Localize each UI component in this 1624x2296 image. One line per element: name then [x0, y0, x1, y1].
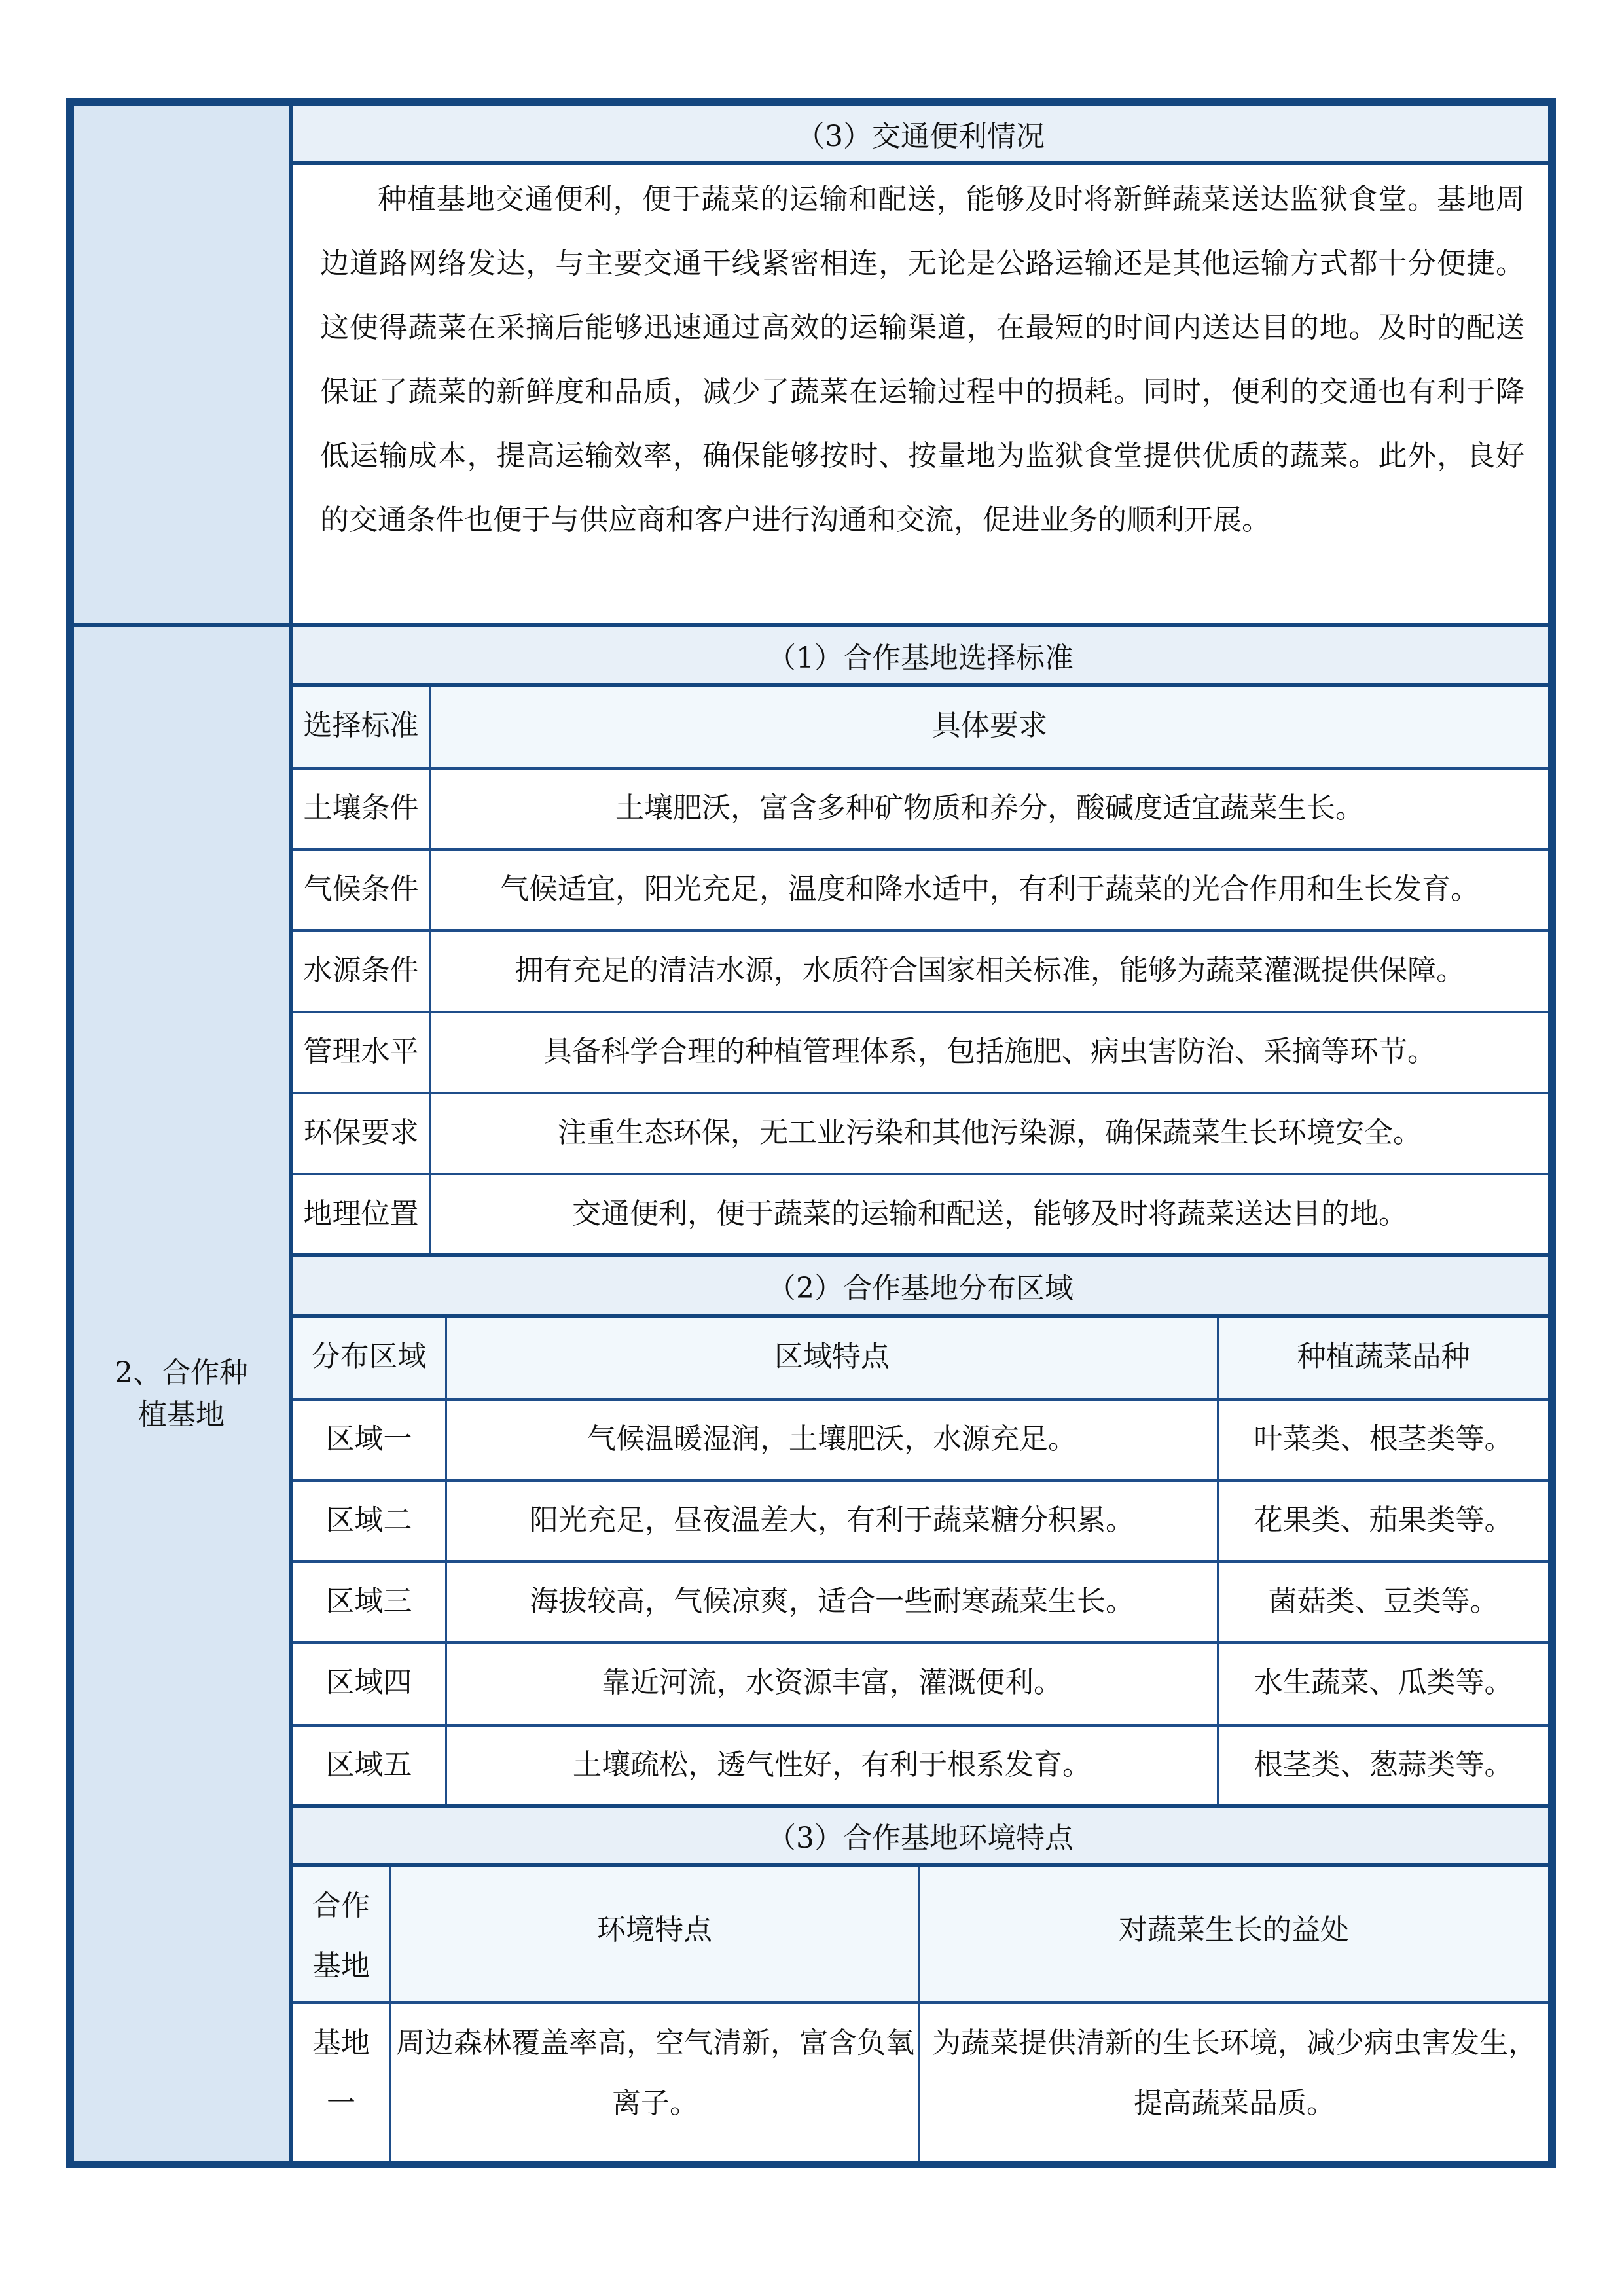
regions-title-text: （2）合作基地分布区域 — [767, 1272, 1074, 1305]
criterion-cell: 管理水平 — [293, 1013, 429, 1092]
standards-table — [293, 687, 1548, 1253]
column-divider — [445, 1727, 447, 1804]
table-row — [293, 1482, 1548, 1560]
partner-base-section — [293, 627, 1548, 2161]
region-crop-cell: 根茎类、葱蒜类等。 — [1219, 1727, 1548, 1804]
partner-base-label: 2、合作种植基地 — [115, 1355, 248, 1431]
requirement-cell: 交通便利，便于蔬菜的运输和配送，能够及时将蔬菜送达目的地。 — [431, 1175, 1548, 1253]
environment-table — [293, 1867, 1548, 2161]
header-cell: 环境特点 — [391, 1867, 918, 2001]
requirement-cell: 具备科学合理的种植管理体系，包括施肥、病虫害防治、采摘等环节。 — [431, 1013, 1548, 1092]
transport-paragraph: 种植基地交通便利，便于蔬菜的运输和配送，能够及时将新鲜蔬菜送达监狱食堂。基地周边道路网络发达，与主要交通干线紧密相连，无论是公路运输还是其他运输方式都十分便捷。这使得蔬菜在采摘后能够迅速通过高效的运输渠道，在最短的时间内送达目的地。及时的配送保证了蔬菜的新鲜度和品质，减少了蔬菜在运输过程中的损耗。同时，便利的交通也有利于降低运输成本，提高运输效率，确保能够按时、按量地为监狱食堂提供优质的蔬菜。此外，良好的交通条件也便于与供应商和客户进行沟通和交流，促进业务的顺利开展。 — [320, 183, 1525, 537]
environment-title — [293, 1808, 1548, 1863]
column-divider — [429, 687, 431, 1253]
table-row — [293, 1013, 1548, 1092]
regions-table-last — [293, 1727, 1548, 1804]
growth-benefit-cell: 为蔬菜提供清新的生长环境，减少病虫害发生，提高蔬菜品质。 — [920, 2004, 1548, 2161]
region-name-cell: 区域一 — [293, 1401, 445, 1479]
header-cell: 种植蔬菜品种 — [1219, 1318, 1548, 1398]
column-divider — [1217, 1318, 1219, 1724]
table-row — [293, 1094, 1548, 1173]
header-cell: 合作基地 — [293, 1867, 389, 2001]
column-divider — [389, 1867, 391, 2161]
transport-body — [293, 165, 1548, 623]
table-row — [293, 770, 1548, 848]
regions-header-row — [293, 1318, 1548, 1398]
header-cell: 分布区域 — [293, 1318, 445, 1398]
region-feature-cell: 靠近河流，水资源丰富，灌溉便利。 — [447, 1644, 1217, 1723]
table-row — [293, 1401, 1548, 1479]
standards-title — [293, 627, 1548, 683]
header-cell: 选择标准 — [293, 687, 429, 767]
transport-section — [293, 106, 1548, 623]
region-crop-cell: 菌菇类、豆类等。 — [1219, 1563, 1548, 1641]
table-row — [293, 932, 1548, 1011]
table-row — [293, 1727, 1548, 1804]
region-feature-cell: 气候温暖湿润，土壤肥沃，水源充足。 — [447, 1401, 1217, 1479]
criterion-cell: 水源条件 — [293, 932, 429, 1011]
requirement-cell: 注重生态环保，无工业污染和其他污染源，确保蔬菜生长环境安全。 — [431, 1094, 1548, 1173]
criterion-cell: 地理位置 — [293, 1175, 429, 1253]
region-feature-cell: 阳光充足，昼夜温差大，有利于蔬菜糖分积累。 — [447, 1482, 1217, 1560]
requirement-cell: 拥有充足的清洁水源，水质符合国家相关标准，能够为蔬菜灌溉提供保障。 — [431, 932, 1548, 1011]
environment-feature-cell: 周边森林覆盖率高，空气清新，富含负氧离子。 — [391, 2004, 918, 2161]
table-row — [293, 1644, 1548, 1723]
table-row — [293, 2004, 1548, 2161]
region-feature-cell: 土壤疏松，透气性好，有利于根系发育。 — [447, 1727, 1217, 1804]
region-crop-cell: 叶菜类、根茎类等。 — [1219, 1401, 1548, 1479]
regions-table — [293, 1318, 1548, 1724]
requirement-cell: 土壤肥沃，富含多种矿物质和养分，酸碱度适宜蔬菜生长。 — [431, 770, 1548, 848]
left-label-cell-empty — [74, 106, 289, 623]
header-cell: 区域特点 — [447, 1318, 1217, 1398]
standards-title-text: （1）合作基地选择标准 — [767, 641, 1074, 675]
column-divider — [445, 1318, 447, 1724]
region-crop-cell: 花果类、茄果类等。 — [1219, 1482, 1548, 1560]
region-name-cell: 区域五 — [293, 1727, 445, 1804]
table-row — [293, 1563, 1548, 1641]
document-table — [66, 98, 1556, 2168]
transport-title — [293, 106, 1548, 161]
column-divider — [918, 1867, 920, 2161]
region-feature-cell: 海拔较高，气候凉爽，适合一些耐寒蔬菜生长。 — [447, 1563, 1217, 1641]
column-separator — [289, 106, 293, 2161]
standards-header-row — [293, 687, 1548, 767]
header-cell: 具体要求 — [431, 687, 1548, 767]
region-name-cell: 区域四 — [293, 1644, 445, 1723]
criterion-cell: 环保要求 — [293, 1094, 429, 1173]
region-crop-cell: 水生蔬菜、瓜类等。 — [1219, 1644, 1548, 1723]
criterion-cell: 气候条件 — [293, 851, 429, 929]
base-name-cell: 基地一 — [293, 2004, 389, 2161]
region-name-cell: 区域二 — [293, 1482, 445, 1560]
column-divider — [1217, 1727, 1219, 1804]
header-cell: 对蔬菜生长的益处 — [920, 1867, 1548, 2001]
regions-title — [293, 1257, 1548, 1314]
transport-title-text: （3）交通便利情况 — [796, 120, 1045, 153]
environment-title-text: （3）合作基地环境特点 — [767, 1821, 1074, 1855]
criterion-cell: 土壤条件 — [293, 770, 429, 848]
environment-header-row — [293, 1867, 1548, 2001]
requirement-cell: 气候适宜，阳光充足，温度和降水适中，有利于蔬菜的光合作用和生长发育。 — [431, 851, 1548, 929]
region-name-cell: 区域三 — [293, 1563, 445, 1641]
table-row — [293, 851, 1548, 929]
table-row — [293, 1175, 1548, 1253]
partner-base-label-cell — [74, 627, 289, 2161]
